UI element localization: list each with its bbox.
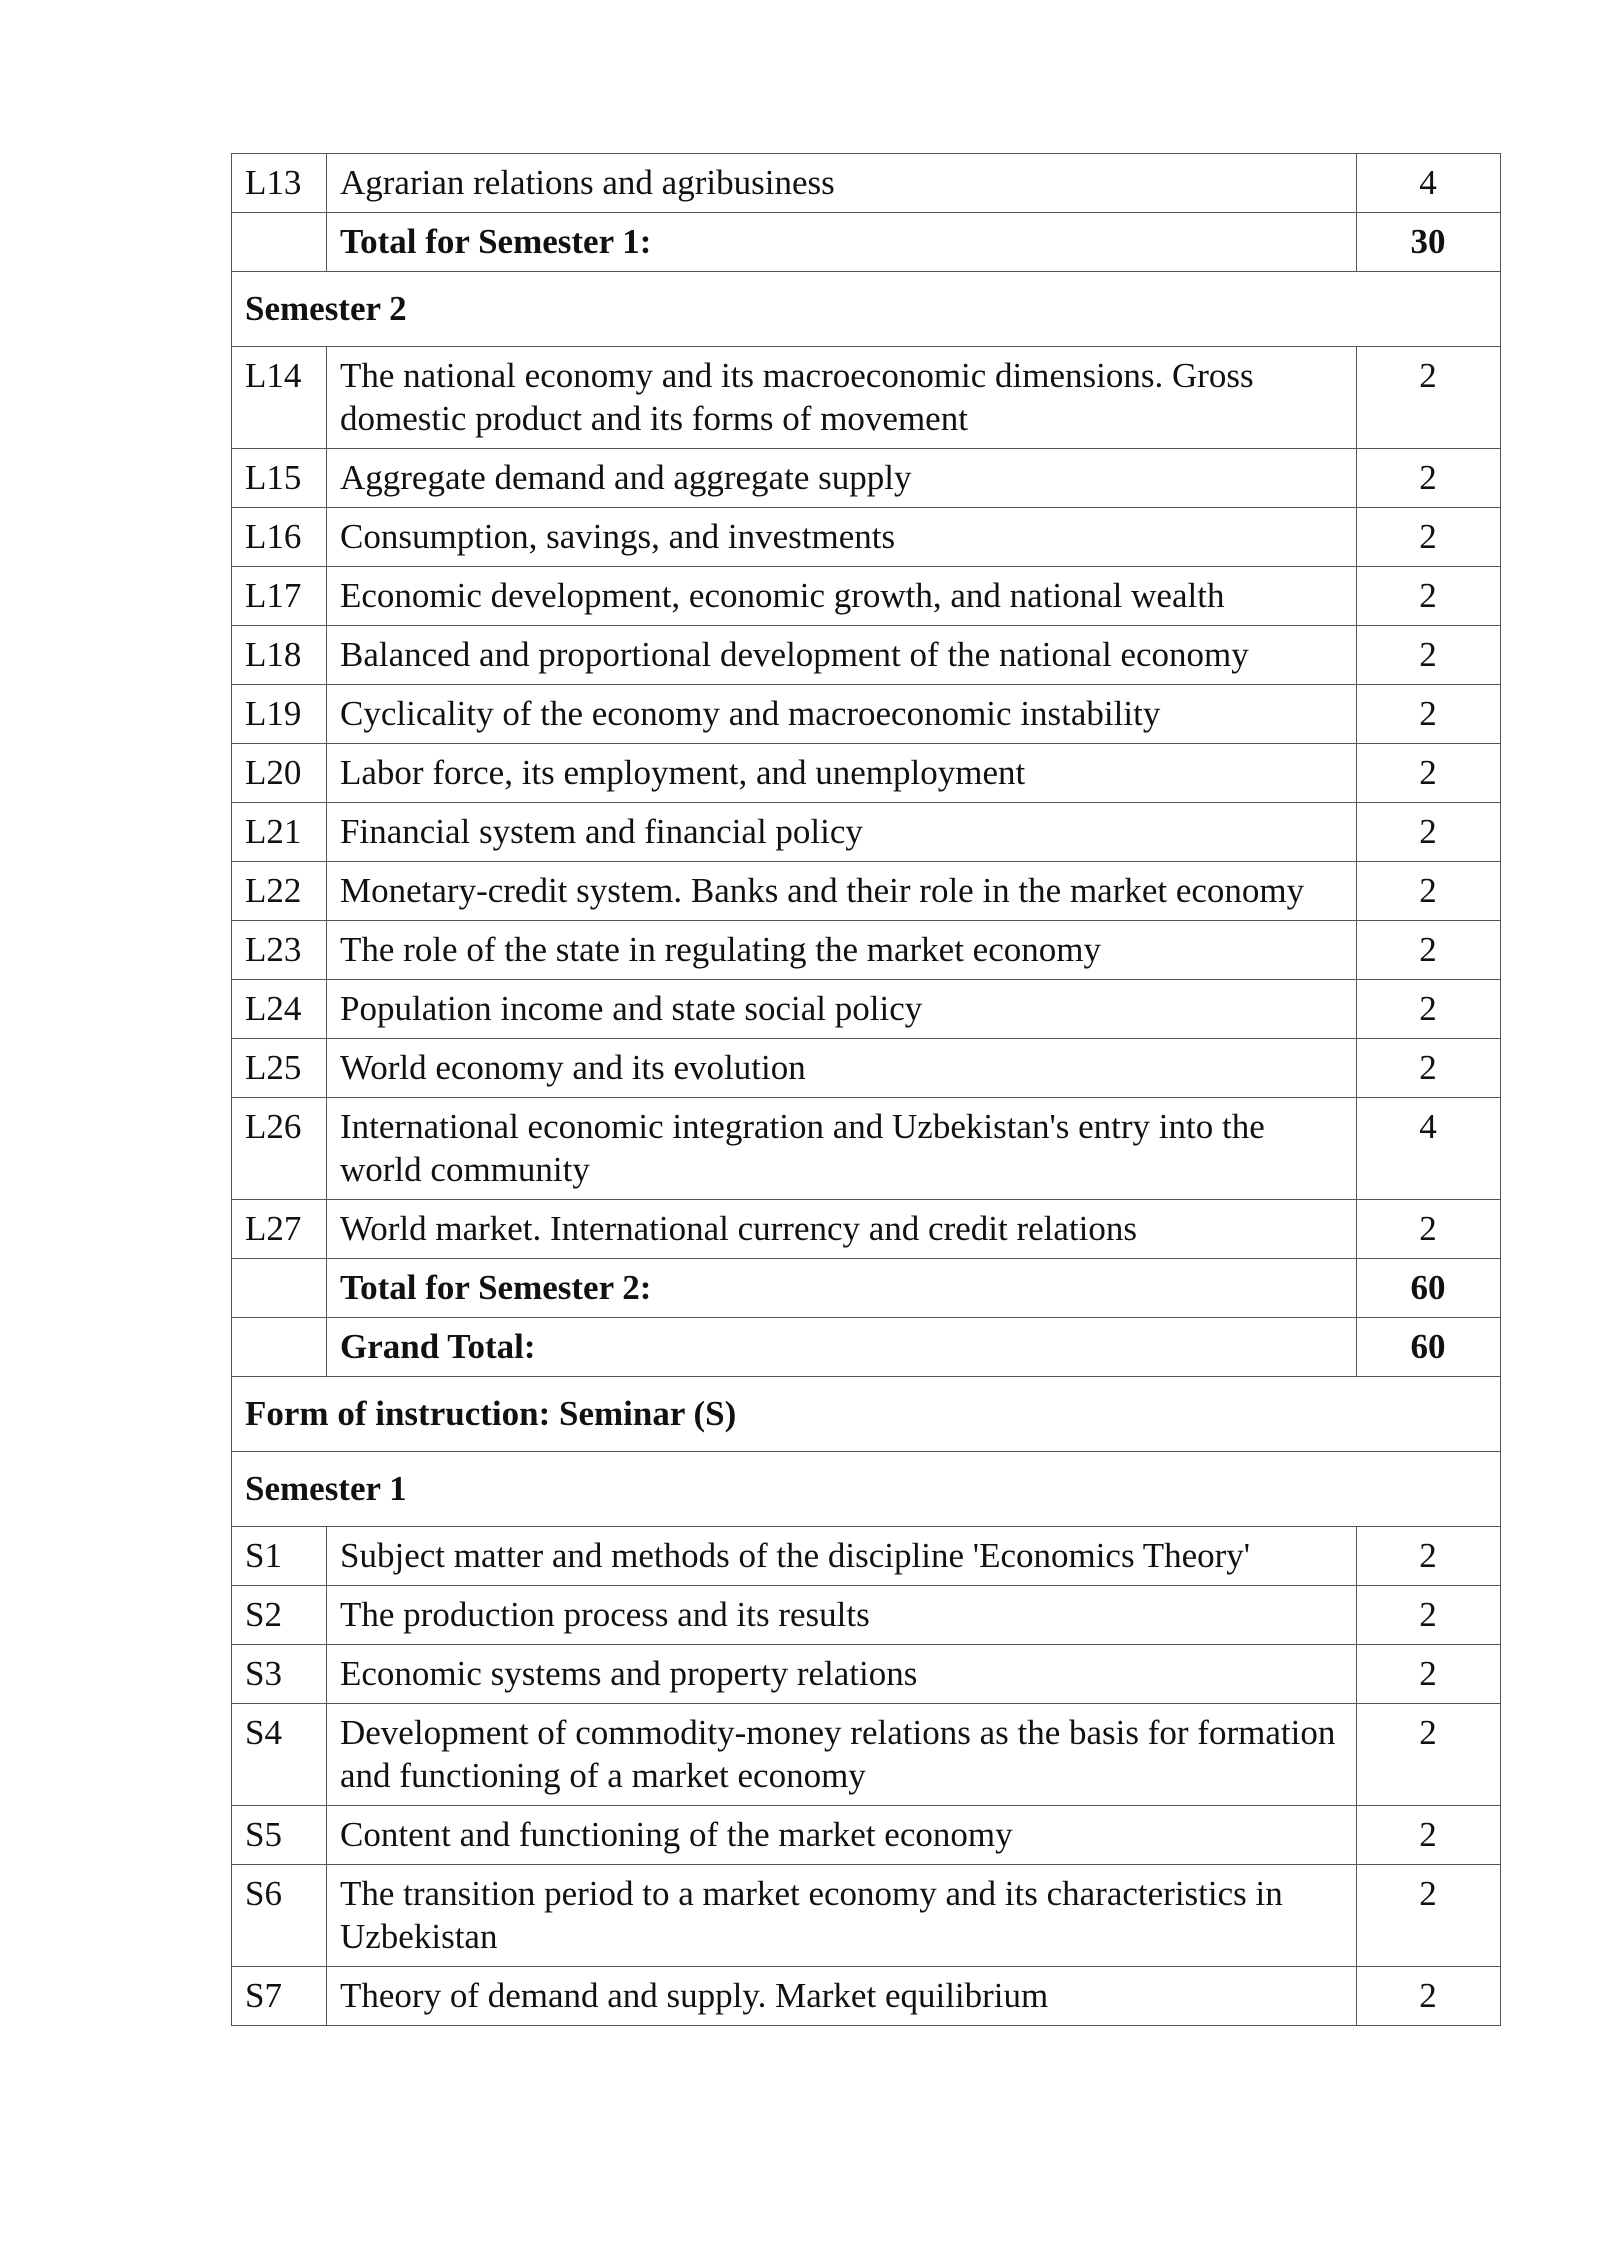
table-row xyxy=(232,626,1501,685)
topic-title: Theory of demand and supply. Market equilibrium xyxy=(327,1967,1357,2026)
total-row xyxy=(232,1259,1501,1318)
table-row xyxy=(232,685,1501,744)
topic-title: Balanced and proportional development of the national economy xyxy=(327,626,1357,685)
table-row xyxy=(232,567,1501,626)
section-header-row xyxy=(232,1377,1501,1452)
topic-hours: 4 xyxy=(1357,1098,1501,1200)
topic-hours: 2 xyxy=(1357,1527,1501,1586)
topic-title: The transition period to a market economy and its characteristics in Uzbekistan xyxy=(327,1865,1357,1967)
topic-title: Subject matter and methods of the discipline 'Economics Theory' xyxy=(327,1527,1357,1586)
table-row xyxy=(232,1806,1501,1865)
topic-code: L24 xyxy=(232,980,327,1039)
topic-code: L20 xyxy=(232,744,327,803)
topic-code: L26 xyxy=(232,1098,327,1200)
total-label: Total for Semester 2: xyxy=(327,1259,1357,1318)
topic-code: L15 xyxy=(232,449,327,508)
topic-hours: 2 xyxy=(1357,685,1501,744)
topic-code: L18 xyxy=(232,626,327,685)
topic-hours: 2 xyxy=(1357,921,1501,980)
topic-title: Economic systems and property relations xyxy=(327,1645,1357,1704)
topic-code: L27 xyxy=(232,1200,327,1259)
topic-title: The production process and its results xyxy=(327,1586,1357,1645)
topic-code: S6 xyxy=(232,1865,327,1967)
topic-code: S5 xyxy=(232,1806,327,1865)
total-hours: 60 xyxy=(1357,1259,1501,1318)
topic-hours: 2 xyxy=(1357,744,1501,803)
table-row xyxy=(232,1645,1501,1704)
topic-title: The national economy and its macroeconomic dimensions. Gross domestic product and its forms of movement xyxy=(327,347,1357,449)
topic-code: L16 xyxy=(232,508,327,567)
topic-code: L19 xyxy=(232,685,327,744)
topic-code: L23 xyxy=(232,921,327,980)
topic-hours: 2 xyxy=(1357,508,1501,567)
table-row xyxy=(232,347,1501,449)
topic-hours: 2 xyxy=(1357,347,1501,449)
topic-hours: 2 xyxy=(1357,1586,1501,1645)
topic-code: L21 xyxy=(232,803,327,862)
topic-title: Development of commodity-money relations as the basis for formation and functioning of a market economy xyxy=(327,1704,1357,1806)
table-row xyxy=(232,1586,1501,1645)
topic-hours: 2 xyxy=(1357,1967,1501,2026)
curriculum-table-body xyxy=(232,154,1501,2026)
topic-code xyxy=(232,1259,327,1318)
topic-title: Content and functioning of the market economy xyxy=(327,1806,1357,1865)
topic-hours: 2 xyxy=(1357,626,1501,685)
topic-code: S3 xyxy=(232,1645,327,1704)
section-header-row xyxy=(232,1452,1501,1527)
section-title: Semester 2 xyxy=(232,272,1501,347)
total-row xyxy=(232,213,1501,272)
topic-code: L17 xyxy=(232,567,327,626)
topic-title: International economic integration and Uzbekistan's entry into the world community xyxy=(327,1098,1357,1200)
topic-title: The role of the state in regulating the market economy xyxy=(327,921,1357,980)
topic-code: S2 xyxy=(232,1586,327,1645)
topic-title: World economy and its evolution xyxy=(327,1039,1357,1098)
table-row xyxy=(232,508,1501,567)
table-row xyxy=(232,1865,1501,1967)
table-row xyxy=(232,1527,1501,1586)
topic-code: L14 xyxy=(232,347,327,449)
topic-title: Monetary-credit system. Banks and their role in the market economy xyxy=(327,862,1357,921)
topic-title: Financial system and financial policy xyxy=(327,803,1357,862)
table-row xyxy=(232,1200,1501,1259)
table-row xyxy=(232,862,1501,921)
topic-title: Economic development, economic growth, and national wealth xyxy=(327,567,1357,626)
topic-title: Population income and state social policy xyxy=(327,980,1357,1039)
topic-title: Aggregate demand and aggregate supply xyxy=(327,449,1357,508)
topic-code: L13 xyxy=(232,154,327,213)
topic-code: L22 xyxy=(232,862,327,921)
topic-title: Consumption, savings, and investments xyxy=(327,508,1357,567)
topic-hours: 2 xyxy=(1357,1200,1501,1259)
table-row xyxy=(232,921,1501,980)
topic-hours: 2 xyxy=(1357,567,1501,626)
table-row xyxy=(232,154,1501,213)
curriculum-table xyxy=(231,153,1501,2026)
section-header-row xyxy=(232,272,1501,347)
table-row xyxy=(232,1039,1501,1098)
topic-code: S1 xyxy=(232,1527,327,1586)
topic-hours: 2 xyxy=(1357,1806,1501,1865)
total-label: Grand Total: xyxy=(327,1318,1357,1377)
topic-hours: 2 xyxy=(1357,1865,1501,1967)
topic-title: Labor force, its employment, and unemployment xyxy=(327,744,1357,803)
table-row xyxy=(232,744,1501,803)
topic-hours: 2 xyxy=(1357,1039,1501,1098)
topic-hours: 4 xyxy=(1357,154,1501,213)
total-row xyxy=(232,1318,1501,1377)
topic-hours: 2 xyxy=(1357,1704,1501,1806)
topic-title: Agrarian relations and agribusiness xyxy=(327,154,1357,213)
topic-code: L25 xyxy=(232,1039,327,1098)
topic-hours: 2 xyxy=(1357,449,1501,508)
table-row xyxy=(232,449,1501,508)
topic-hours: 2 xyxy=(1357,862,1501,921)
section-title: Form of instruction: Seminar (S) xyxy=(232,1377,1501,1452)
topic-code xyxy=(232,213,327,272)
topic-title: Cyclicality of the economy and macroeconomic instability xyxy=(327,685,1357,744)
table-row xyxy=(232,1967,1501,2026)
topic-hours: 2 xyxy=(1357,803,1501,862)
total-hours: 60 xyxy=(1357,1318,1501,1377)
topic-title: World market. International currency and credit relations xyxy=(327,1200,1357,1259)
total-hours: 30 xyxy=(1357,213,1501,272)
total-label: Total for Semester 1: xyxy=(327,213,1357,272)
topic-code xyxy=(232,1318,327,1377)
table-row xyxy=(232,980,1501,1039)
table-row xyxy=(232,1704,1501,1806)
table-row xyxy=(232,1098,1501,1200)
section-title: Semester 1 xyxy=(232,1452,1501,1527)
topic-hours: 2 xyxy=(1357,1645,1501,1704)
topic-hours: 2 xyxy=(1357,980,1501,1039)
topic-code: S7 xyxy=(232,1967,327,2026)
topic-code: S4 xyxy=(232,1704,327,1806)
table-row xyxy=(232,803,1501,862)
